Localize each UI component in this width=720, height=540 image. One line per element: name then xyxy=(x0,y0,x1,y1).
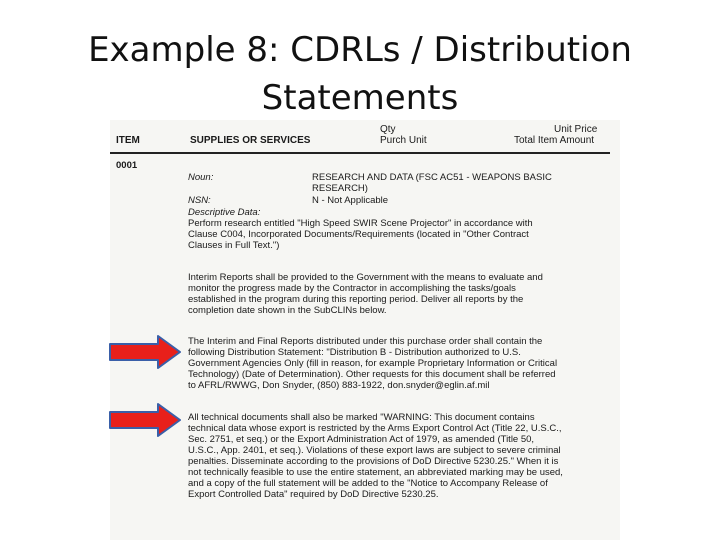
paragraph-line: U.S.C., App. 2401, et seq.). Violations of these export laws are subject to severe criminal xyxy=(188,445,561,456)
paragraph-line: established in the program during this reporting period. Deliver all reports by the xyxy=(188,294,524,305)
header-supplies: SUPPLIES OR SERVICES xyxy=(190,135,311,146)
arrow-right-icon xyxy=(108,334,182,370)
paragraph-line: Government Agencies Only (fill in reason, for example Proprietary Information or Critical xyxy=(188,358,558,369)
paragraph-line: The Interim and Final Reports distributed under this purchase order shall contain the xyxy=(188,336,543,347)
paragraph-line: following Distribution Statement: "Distribution B - Distribution authorized to U.S. xyxy=(188,347,521,358)
paragraph-line: completion date shown in the SubCLINs below. xyxy=(188,305,387,316)
paragraph-line: Interim Reports shall be provided to the Government with the means to evaluate and xyxy=(188,272,543,283)
slide-title xyxy=(0,26,720,122)
arrow-shape xyxy=(110,336,180,368)
paragraph-line: All technical documents shall also be marked "WARNING: This document contains xyxy=(188,412,535,423)
paragraph-line: and a copy of the full statement will be added to the "Notice to Accompany Release of xyxy=(188,478,548,489)
header-qty: Qty xyxy=(380,124,396,135)
paragraph-line: to AFRL/RWWG, Don Snyder, (850) 883-1922, don.snyder@eglin.af.mil xyxy=(188,380,490,391)
paragraph-line: Export Controlled Data" required by DoD Directive 5230.25. xyxy=(188,489,439,500)
paragraph-line: Clause C004, Incorporated Documents/Requirements (located in "Other Contract xyxy=(188,229,529,240)
noun-value-line-1: RESEARCH AND DATA (FSC AC51 - WEAPONS BASIC xyxy=(312,172,552,183)
paragraph-export-warning xyxy=(188,412,563,500)
nsn-value: N - Not Applicable xyxy=(312,195,389,206)
arrow-right-icon xyxy=(108,402,182,438)
noun-label: Noun: xyxy=(188,172,214,183)
item-number: 0001 xyxy=(116,160,138,171)
header-rule xyxy=(110,152,610,154)
header-total-amount: Total Item Amount xyxy=(514,135,595,146)
arrow-shape xyxy=(110,404,180,436)
paragraph-line: Perform research entitled "High Speed SWIR Scene Projector" in accordance with xyxy=(188,218,533,229)
paragraph-line: Technology) (Date of Determination). Other requests for this document shall be referred xyxy=(188,369,556,380)
slide-title-line-1: Example 8: CDRLs / Distribution xyxy=(88,30,632,70)
paragraph-line: penalties. Disseminate according to the provisions of DoD Directive 5230.25." When it is xyxy=(188,456,559,467)
descriptive-data-label: Descriptive Data: xyxy=(188,207,261,218)
paragraph-line: monitor the progress made by the Contractor in accomplishing the tasks/goals xyxy=(188,283,516,294)
noun-value-line-2: RESEARCH) xyxy=(312,183,368,194)
paragraph-line: Sec. 2751, et seq.) or the Export Administration Act of 1979, as amended (Title 50, xyxy=(188,434,535,445)
header-unit-price: Unit Price xyxy=(554,124,598,135)
paragraph-research xyxy=(188,218,533,251)
paragraph-interim-reports xyxy=(188,272,543,316)
scanned-document xyxy=(110,120,620,540)
header-item: ITEM xyxy=(116,135,140,146)
paragraph-line: not technically feasible to use the entire statement, an abbreviated marking may be used, xyxy=(188,467,563,478)
slide-title-line-2: Statements xyxy=(261,78,459,118)
nsn-label: NSN: xyxy=(188,195,211,206)
paragraph-distribution-statement xyxy=(188,336,557,391)
paragraph-line: Clauses in Full Text.") xyxy=(188,240,280,251)
paragraph-line: technical data whose export is restricted by the Arms Export Control Act (Title 22, U.S.C., xyxy=(188,423,562,434)
header-purch-unit: Purch Unit xyxy=(380,135,427,146)
